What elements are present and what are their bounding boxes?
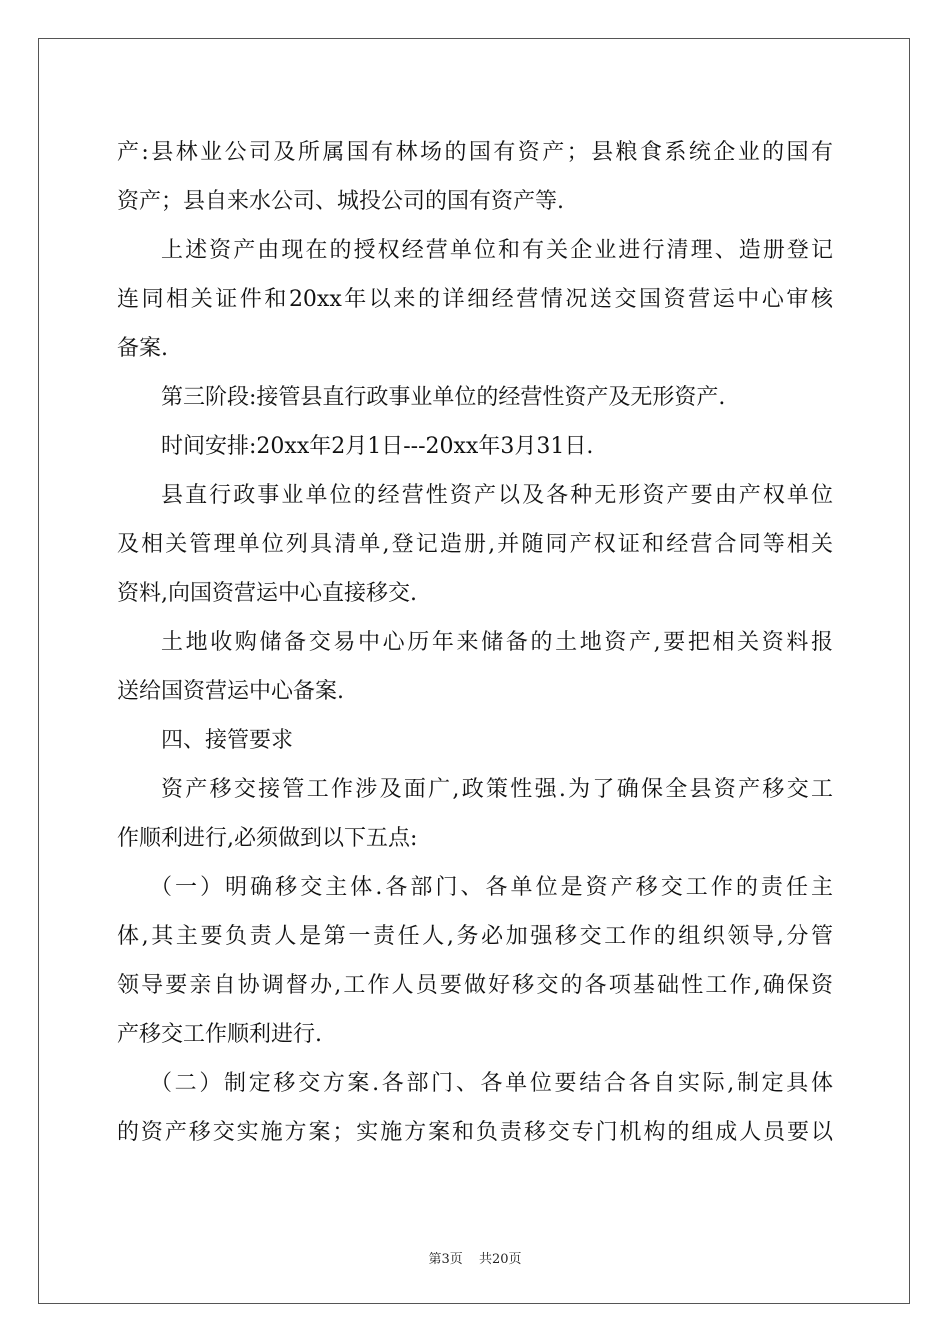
text-line: （二）制定移交方案.各部门、各单位要结合各自实际,制定具体 xyxy=(150,1071,833,1096)
paragraph xyxy=(117,716,833,765)
paragraph xyxy=(117,226,833,373)
text-line: 的资产移交实施方案；实施方案和负责移交专门机构的组成人员要以 xyxy=(117,1120,833,1145)
text-line: 资产；县自来水公司、城投公司的国有资产等. xyxy=(117,189,564,214)
text-line: 第三阶段:接管县直行政事业单位的经营性资产及无形资产. xyxy=(161,385,726,410)
page-number: 第3页 xyxy=(428,1252,463,1267)
paragraph xyxy=(117,1059,833,1157)
paragraph xyxy=(117,863,833,1059)
text-line: 备案. xyxy=(117,336,168,361)
text-line: 四、接管要求 xyxy=(161,728,294,753)
text-line: 及相关管理单位列具清单,登记造册,并随同产权证和经营合同等相关 xyxy=(117,532,833,557)
text-line: 连同相关证件和20xx年以来的详细经营情况送交国资营运中心审核 xyxy=(117,287,833,312)
text-line: 体,其主要负责人是第一责任人,务必加强移交工作的组织领导,分管 xyxy=(117,924,833,949)
text-line: 资料,向国资营运中心直接移交. xyxy=(117,581,417,606)
paragraph xyxy=(117,373,833,422)
paragraph xyxy=(117,422,833,471)
page-footer xyxy=(0,1248,950,1267)
page-total: 共20页 xyxy=(478,1252,522,1267)
text-line: 作顺利进行,必须做到以下五点: xyxy=(117,826,418,851)
text-line: （一）明确移交主体.各部门、各单位是资产移交工作的责任主 xyxy=(150,875,833,900)
paragraph xyxy=(117,471,833,618)
text-line: 领导要亲自协调督办,工作人员要做好移交的各项基础性工作,确保资 xyxy=(117,973,833,998)
text-line: 送给国资营运中心备案. xyxy=(117,679,344,704)
paragraph xyxy=(117,128,833,226)
paragraph xyxy=(117,765,833,863)
text-line: 资产移交接管工作涉及面广,政策性强.为了确保全县资产移交工 xyxy=(161,777,833,802)
text-line: 上述资产由现在的授权经营单位和有关企业进行清理、造册登记 xyxy=(161,238,833,263)
text-line: 时间安排:20xx年2月1日---20xx年3月31日. xyxy=(161,434,594,459)
document-body xyxy=(117,128,833,1157)
paragraph xyxy=(117,618,833,716)
text-line: 土地收购储备交易中心历年来储备的土地资产,要把相关资料报 xyxy=(161,630,833,655)
text-line: 产移交工作顺利进行. xyxy=(117,1022,322,1047)
text-line: 县直行政事业单位的经营性资产以及各种无形资产要由产权单位 xyxy=(161,483,833,508)
text-line: 产:县林业公司及所属国有林场的国有资产；县粮食系统企业的国有 xyxy=(117,140,833,165)
